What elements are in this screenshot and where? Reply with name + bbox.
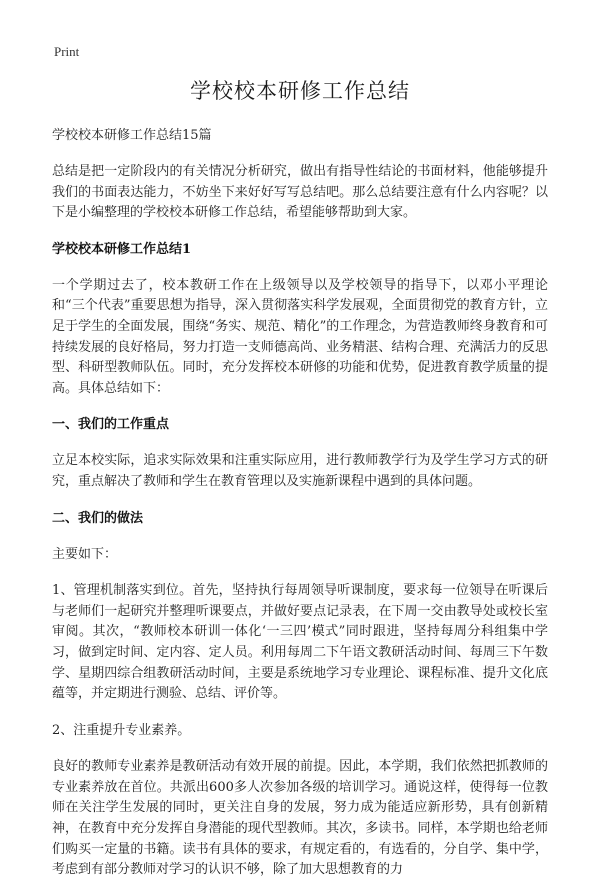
document-title: 学校校本研修工作总结 [190,79,410,103]
section1-paragraph: 一个学期过去了，校本教研工作在上级领导以及学校领导的指导下，以邓小平理论和“三个代表”重要思想为指导，深入贯彻落实科学发展观，全面贯彻党的教育方针，立足于学生的全面发展，围绕“务实、规范、精化”的工作理念，为营造教师终身教育和可持续发展的良好格局，努力打造一支师德高尚、业务精湛、结构合理、充满活力的反思型、科研型教师队伍。同时，充分发挥校本研修的功能和优势，促进教育教学质量的提高。具体总结如下： [52,277,548,396]
our-approach-intro: 主要如下： [52,546,118,562]
section1-heading: 学校校本研修工作总结1 [52,241,192,257]
our-approach-heading: 二、我们的做法 [52,510,144,526]
item-2-paragraph: 良好的教师专业素养是教研活动有效开展的前提。因此，本学期，我们依然把抓教师的专业素养放在首位。共派出600多人次参加各级的培训学习。通说这样，使得每一位教师在关注学生发展的同时，更关注自身的发展，努力成为能适应新形势，具有创新精神，在教育中充分发挥自身潜能的现代型教师。其次，多读书。同样，本学期也给老师们购买一定量的书籍。读书有具体的要求，有规定看的，有选看的，分自学、集中学，考虑到有部分教师对学习的认识不够，除了加大思想教育的力 [52,759,548,878]
print-label[interactable]: Print [54,44,80,59]
item-2-heading: 2、注重提升专业素养。 [52,722,191,738]
intro-paragraph: 总结是把一定阶段内的有关情况分析研究，做出有指导性结论的书面材料，他能够提升我们的书面表达能力，不妨坐下来好好写写总结吧。那么总结要注意有什么内容呢？以下是小编整理的学校校本研修工作总结，希望能够帮助到大家。 [52,164,548,221]
work-focus-paragraph: 立足本校实际，追求实际效果和注重实际应用，进行教师教学行为及学生学习方式的研究，重点解决了教师和学生在教育管理以及实施新课程中遇到的具体问题。 [52,453,548,489]
work-focus-heading: 一、我们的工作重点 [52,417,170,433]
document-subtitle: 学校校本研修工作总结15篇 [52,128,212,143]
item-1-paragraph: 1、管理机制落实到位。首先，坚持执行每周领导听课制度，要求每一位领导在听课后与老师们一起研究并整理听课要点，并做好要点记录表，在下周一交由教导处或校长室审阅。其次，“教师校本研训一体化‘一三四’模式”同时跟进，坚持每周分科组集中学习，做到定时间、定内容、定人员。利用每周二下午语文教研活动时间、每周三下午数学、星期四综合组教研活动时间，主要是系统地学习专业理论、课程标准、提升文化底蕴等，并定期进行测验、总结、评价等。 [52,583,548,702]
